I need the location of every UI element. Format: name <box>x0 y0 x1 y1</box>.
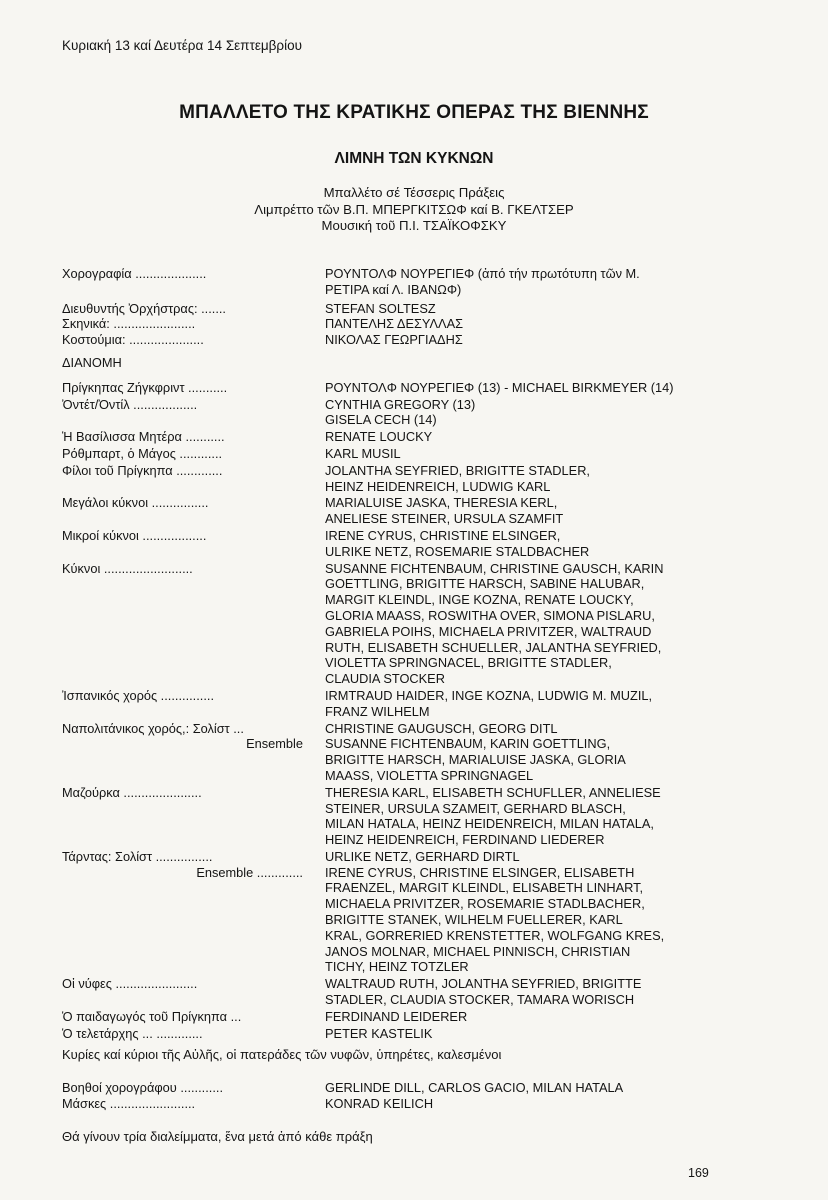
role-cell <box>62 463 325 495</box>
performer-names: KARL MUSIL <box>325 445 401 461</box>
performer-names: ΡΟΥΝΤΟΛΦ ΝΟΥΡΕΓΙΕΦ (ἀπό τήν πρωτότυπη τῶν Μ. ΡΕΤΙΡΑ καί Λ. ΙΒΑΝΩΦ) <box>325 266 640 297</box>
info-line: Μουσική τοῦ Π.Ι. ΤΣΑΪΚΟΦΣΚΥ <box>321 218 507 233</box>
role-cell <box>62 380 325 396</box>
performer-names: STEFAN SOLTESZ <box>325 300 436 316</box>
performer-names: IRMTRAUD HAIDER, INGE KOZNA, LUDWIG M. MUZIL, FRANZ WILHELM <box>325 687 653 719</box>
credit-row <box>62 446 768 462</box>
credit-row <box>62 463 768 495</box>
performer-names: RENATE LOUCKY <box>325 429 433 445</box>
ballet-info <box>0 185 828 235</box>
role-cell <box>62 721 325 784</box>
role-label: Ὁ παιδαγωγός τοῦ Πρίγκηπα ... <box>62 1008 242 1024</box>
role-label: Κοστούμια: ..................... <box>62 332 204 348</box>
info-line: Λιμπρέττο τῶν Β.Π. ΜΠΕΡΓΚΙΤΣΩΦ καί Β. ΓΚΕΛΤΣΕΡ <box>254 201 574 217</box>
role-label: Οἱ νύφες ....................... <box>62 976 198 992</box>
credit-row <box>62 301 768 317</box>
role-label: Μάσκες ........................ <box>62 1095 196 1111</box>
performer-names: SUSANNE FICHTENBAUM, CHRISTINE GAUSCH, KARIN GOETTLING, BRIGITTE HARSCH, SABINE HALUBAR, MARGIT KLEINDL, INGE KOZNA, RENATE LOUCKY, GLORIA MAASS, ROSWITHA OVER, SIMONA PISLARU, GABRIELA POIHS, MICHAELA PRIVITZER, WALTRAUD RUTH, ELISABETH SCHUELLER, JALANTHA SEYFRIED, VIOLETTA SPRINGNACEL, BRIGITTE STADLER, CLAUDIA STOCKER <box>325 560 664 687</box>
credit-row <box>62 266 768 298</box>
role-label: Φίλοι τοῦ Πρίγκηπα ............. <box>62 462 223 478</box>
credit-row <box>62 561 768 687</box>
role-cell <box>62 561 325 687</box>
performer-names: ΝΙΚΟΛΑΣ ΓΕΩΡΓΙΑΔΗΣ <box>325 332 463 348</box>
role-cell <box>62 1080 325 1096</box>
performer-names: JOLANTHA SEYFRIED, BRIGITTE STADLER, HEINZ HEIDENREICH, LUDWIG KARL <box>325 462 590 494</box>
role-cell <box>62 397 325 429</box>
credit-row <box>62 429 768 445</box>
role-label: Ἡ Βασίλισσα Μητέρα ........... <box>62 429 225 445</box>
role-label: Διευθυντής Ὀρχήστρας: ....... <box>62 300 226 316</box>
credit-row <box>62 976 768 1008</box>
role-cell <box>62 688 325 720</box>
cast-list <box>62 380 768 1042</box>
credit-row <box>62 785 768 848</box>
ballet-title: ΛΙΜΝΗ ΤΩΝ ΚΥΚΝΩΝ <box>334 150 494 167</box>
role-cell <box>62 1026 325 1042</box>
role-label: Σκηνικά: ....................... <box>62 316 196 332</box>
info-line: Μπαλλέτο σέ Τέσσερις Πράξεις <box>323 185 505 200</box>
credit-row <box>62 380 768 396</box>
credit-row <box>62 688 768 720</box>
performer-names: GERLINDE DILL, CARLOS GACIO, MILAN HATALA <box>325 1080 624 1095</box>
role-label: Ὁ τελετάρχης ... ............. <box>62 1025 203 1041</box>
performer-names: IRENE CYRUS, CHRISTINE ELSINGER, ULRIKE NETZ, ROSEMARIE STALDBACHER <box>325 527 590 559</box>
helpers-list <box>62 1080 768 1112</box>
role-label: Ρόθμπαρτ, ὁ Μάγος ............ <box>62 445 223 461</box>
role-label: Μαζούρκα ...................... <box>62 784 202 800</box>
credit-row <box>62 332 768 348</box>
credits-list <box>62 266 768 1041</box>
credit-row <box>62 1080 768 1096</box>
role-cell <box>62 429 325 445</box>
role-cell <box>62 785 325 848</box>
credit-row <box>62 721 768 784</box>
role-label: Πρίγκηπας Ζήγκφριντ ........... <box>62 379 228 395</box>
role-label: Ναπολιτάνικος χορός,: Σολίστ ... <box>62 720 244 736</box>
intermissions-note: Θά γίνουν τρία διαλείμματα, ἕνα μετά ἀπό κάθε πράξη <box>62 1129 373 1144</box>
guests-note: Κυρίες καί κύριοι τῆς Αὐλῆς, οἱ πατεράδες τῶν νυφῶν, ὑπηρέτες, καλεσμένοι <box>62 1047 502 1062</box>
role-cell <box>62 332 325 348</box>
role-cell <box>62 446 325 462</box>
event-date: Κυριακή 13 καί Δευτέρα 14 Σεπτεμβρίου <box>62 38 302 53</box>
role-cell <box>62 528 325 560</box>
performer-names: CYNTHIA GREGORY (13) GISELA CECH (14) <box>325 396 476 428</box>
role-label: Κύκνοι ......................... <box>62 560 193 576</box>
role-cell <box>62 1096 325 1112</box>
page-number: 169 <box>688 1166 709 1180</box>
performer-names: FERDINAND LEIDERER <box>325 1008 468 1024</box>
credit-row <box>62 1026 768 1042</box>
credit-row <box>62 397 768 429</box>
page-title: ΜΠΑΛΛΕΤΟ ΤΗΣ ΚΡΑΤΙΚΗΣ ΟΠΕΡΑΣ ΤΗΣ ΒΙΕΝΝΗΣ <box>179 102 649 123</box>
role-sublabel: Ensemble ............. <box>196 864 303 880</box>
role-label: Μικροί κύκνοι .................. <box>62 527 207 543</box>
credit-row <box>62 495 768 527</box>
cast-heading: ΔΙΑΝΟΜΗ <box>62 354 122 370</box>
role-label: Μεγάλοι κύκνοι ................ <box>62 495 209 511</box>
production-credits <box>62 266 768 348</box>
role-cell <box>62 849 325 975</box>
role-label: Τάρντας: Σολίστ ................ <box>62 848 213 864</box>
role-cell <box>62 316 325 332</box>
performer-names: THERESIA KARL, ELISABETH SCHUFLLER, ANNELIESE STEINER, URSULA SZAMEIT, GERHARD BLASCH, MILAN HATALA, HEINZ HEIDENREICH, MILAN HATALA, HEINZ HEIDENREICH, FERDINAND LIEDERER <box>325 784 661 848</box>
role-sublabel: Ensemble <box>246 736 303 752</box>
role-cell <box>62 301 325 317</box>
performer-names: PETER KASTELIK <box>325 1025 433 1041</box>
role-cell <box>62 1009 325 1025</box>
role-label: Βοηθοί χορογράφου ............ <box>62 1080 223 1095</box>
role-cell <box>62 495 325 527</box>
role-label: Ἰσπανικός χορός ............... <box>62 687 215 703</box>
role-cell <box>62 266 325 298</box>
performer-names: CHRISTINE GAUGUSCH, GEORG DITL SUSANNE FICHTENBAUM, KARIN GOETTLING, BRIGITTE HARSCH, MARIALUISE JASKA, GLORIA MAASS, VIOLETTA SPRINGNAGEL <box>325 720 626 783</box>
credit-row <box>62 528 768 560</box>
role-label: Ὀντέτ/Ὀντίλ .................. <box>62 396 198 412</box>
role-cell <box>62 976 325 1008</box>
credit-row <box>62 1096 768 1112</box>
credit-row <box>62 1009 768 1025</box>
performer-names: URLIKE NETZ, GERHARD DIRTL IRENE CYRUS, CHRISTINE ELSINGER, ELISABETH FRAENZEL, MARGIT KLEINDL, ELISABETH LINHART, MICHAELA PRIVITZER, ROSEMARIE STADLBACHER, BRIGITTE STANEK, WILHELM FUELLERER, KARL KRAL, GORRERIED KRENSTETTER, WOLFGANG KRES, JANOS MOLNAR, MICHAEL PINNISCH, CHRISTIAN TICHY, HEINZ TOTZLER <box>325 848 665 975</box>
performer-names: ΠΑΝΤΕΛΗΣ ΔΕΣΥΛΛΑΣ <box>325 316 464 332</box>
performer-names: KONRAD KEILICH <box>325 1095 434 1111</box>
credit-row <box>62 849 768 975</box>
performer-names: WALTRAUD RUTH, JOLANTHA SEYFRIED, BRIGITTE STADLER, CLAUDIA STOCKER, TAMARA WORISCH <box>325 976 642 1008</box>
performer-names: MARIALUISE JASKA, THERESIA KERL, ANELIESE STEINER, URSULA SZAMFIT <box>325 495 564 527</box>
performer-names: ΡΟΥΝΤΟΛΦ ΝΟΥΡΕΓΙΕΦ (13) - MICHAEL BIRKMEYER (14) <box>325 379 674 395</box>
credit-row <box>62 316 768 332</box>
role-label: Χορογραφία .................... <box>62 266 207 281</box>
